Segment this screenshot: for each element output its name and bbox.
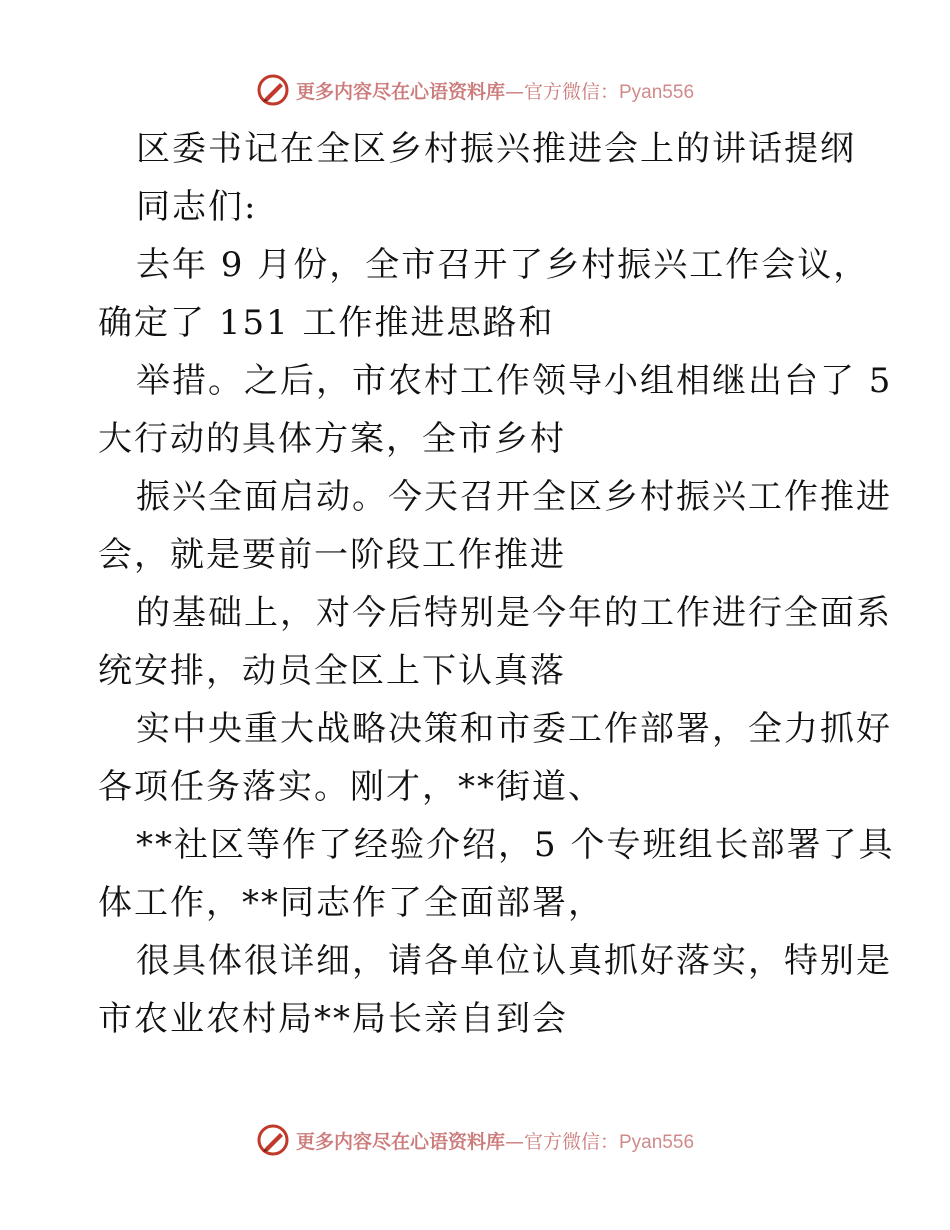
text-line: 大行动的具体方案，全市乡村 <box>98 419 566 459</box>
text-line: 各项任务落实。刚才，**街道、 <box>98 767 604 807</box>
document-title: 区委书记在全区乡村振兴推进会上的讲话提纲 <box>136 129 856 169</box>
text-line: 的基础上，对今后特别是今年的工作进行全面系 <box>136 593 892 633</box>
watermark-text: 更多内容尽在心语资料库—官方微信：Pyan556 <box>295 1130 695 1153</box>
pen-logo-icon <box>256 1123 290 1157</box>
text-line: 去年 9 月份，全市召开了乡村振兴工作会议， <box>136 245 870 285</box>
text-line: 统安排，动员全区上下认真落 <box>98 651 566 691</box>
header-watermark <box>0 70 950 110</box>
text-line: 体工作，**同志作了全面部署， <box>98 883 604 923</box>
text-line: 市农业农村局**局长亲自到会 <box>98 999 568 1039</box>
pen-logo-icon <box>256 73 290 107</box>
watermark-text: 更多内容尽在心语资料库—官方微信：Pyan556 <box>295 80 695 103</box>
text-line: 确定了 151 工作推进思路和 <box>98 303 555 343</box>
text-line: **社区等作了经验介绍，5 个专班组长部署了具 <box>136 825 895 865</box>
document-body <box>98 120 895 1048</box>
salutation: 同志们: <box>136 187 258 227</box>
text-line: 会，就是要前一阶段工作推进 <box>98 535 566 575</box>
text-line: 很具体很详细，请各单位认真抓好落实，特别是 <box>136 941 892 981</box>
text-line: 振兴全面启动。今天召开全区乡村振兴工作推进 <box>136 477 892 517</box>
text-line: 举措。之后，市农村工作领导小组相继出台了 5 <box>136 361 893 401</box>
footer-watermark <box>0 1120 950 1160</box>
text-line: 实中央重大战略决策和市委工作部署，全力抓好 <box>136 709 892 749</box>
